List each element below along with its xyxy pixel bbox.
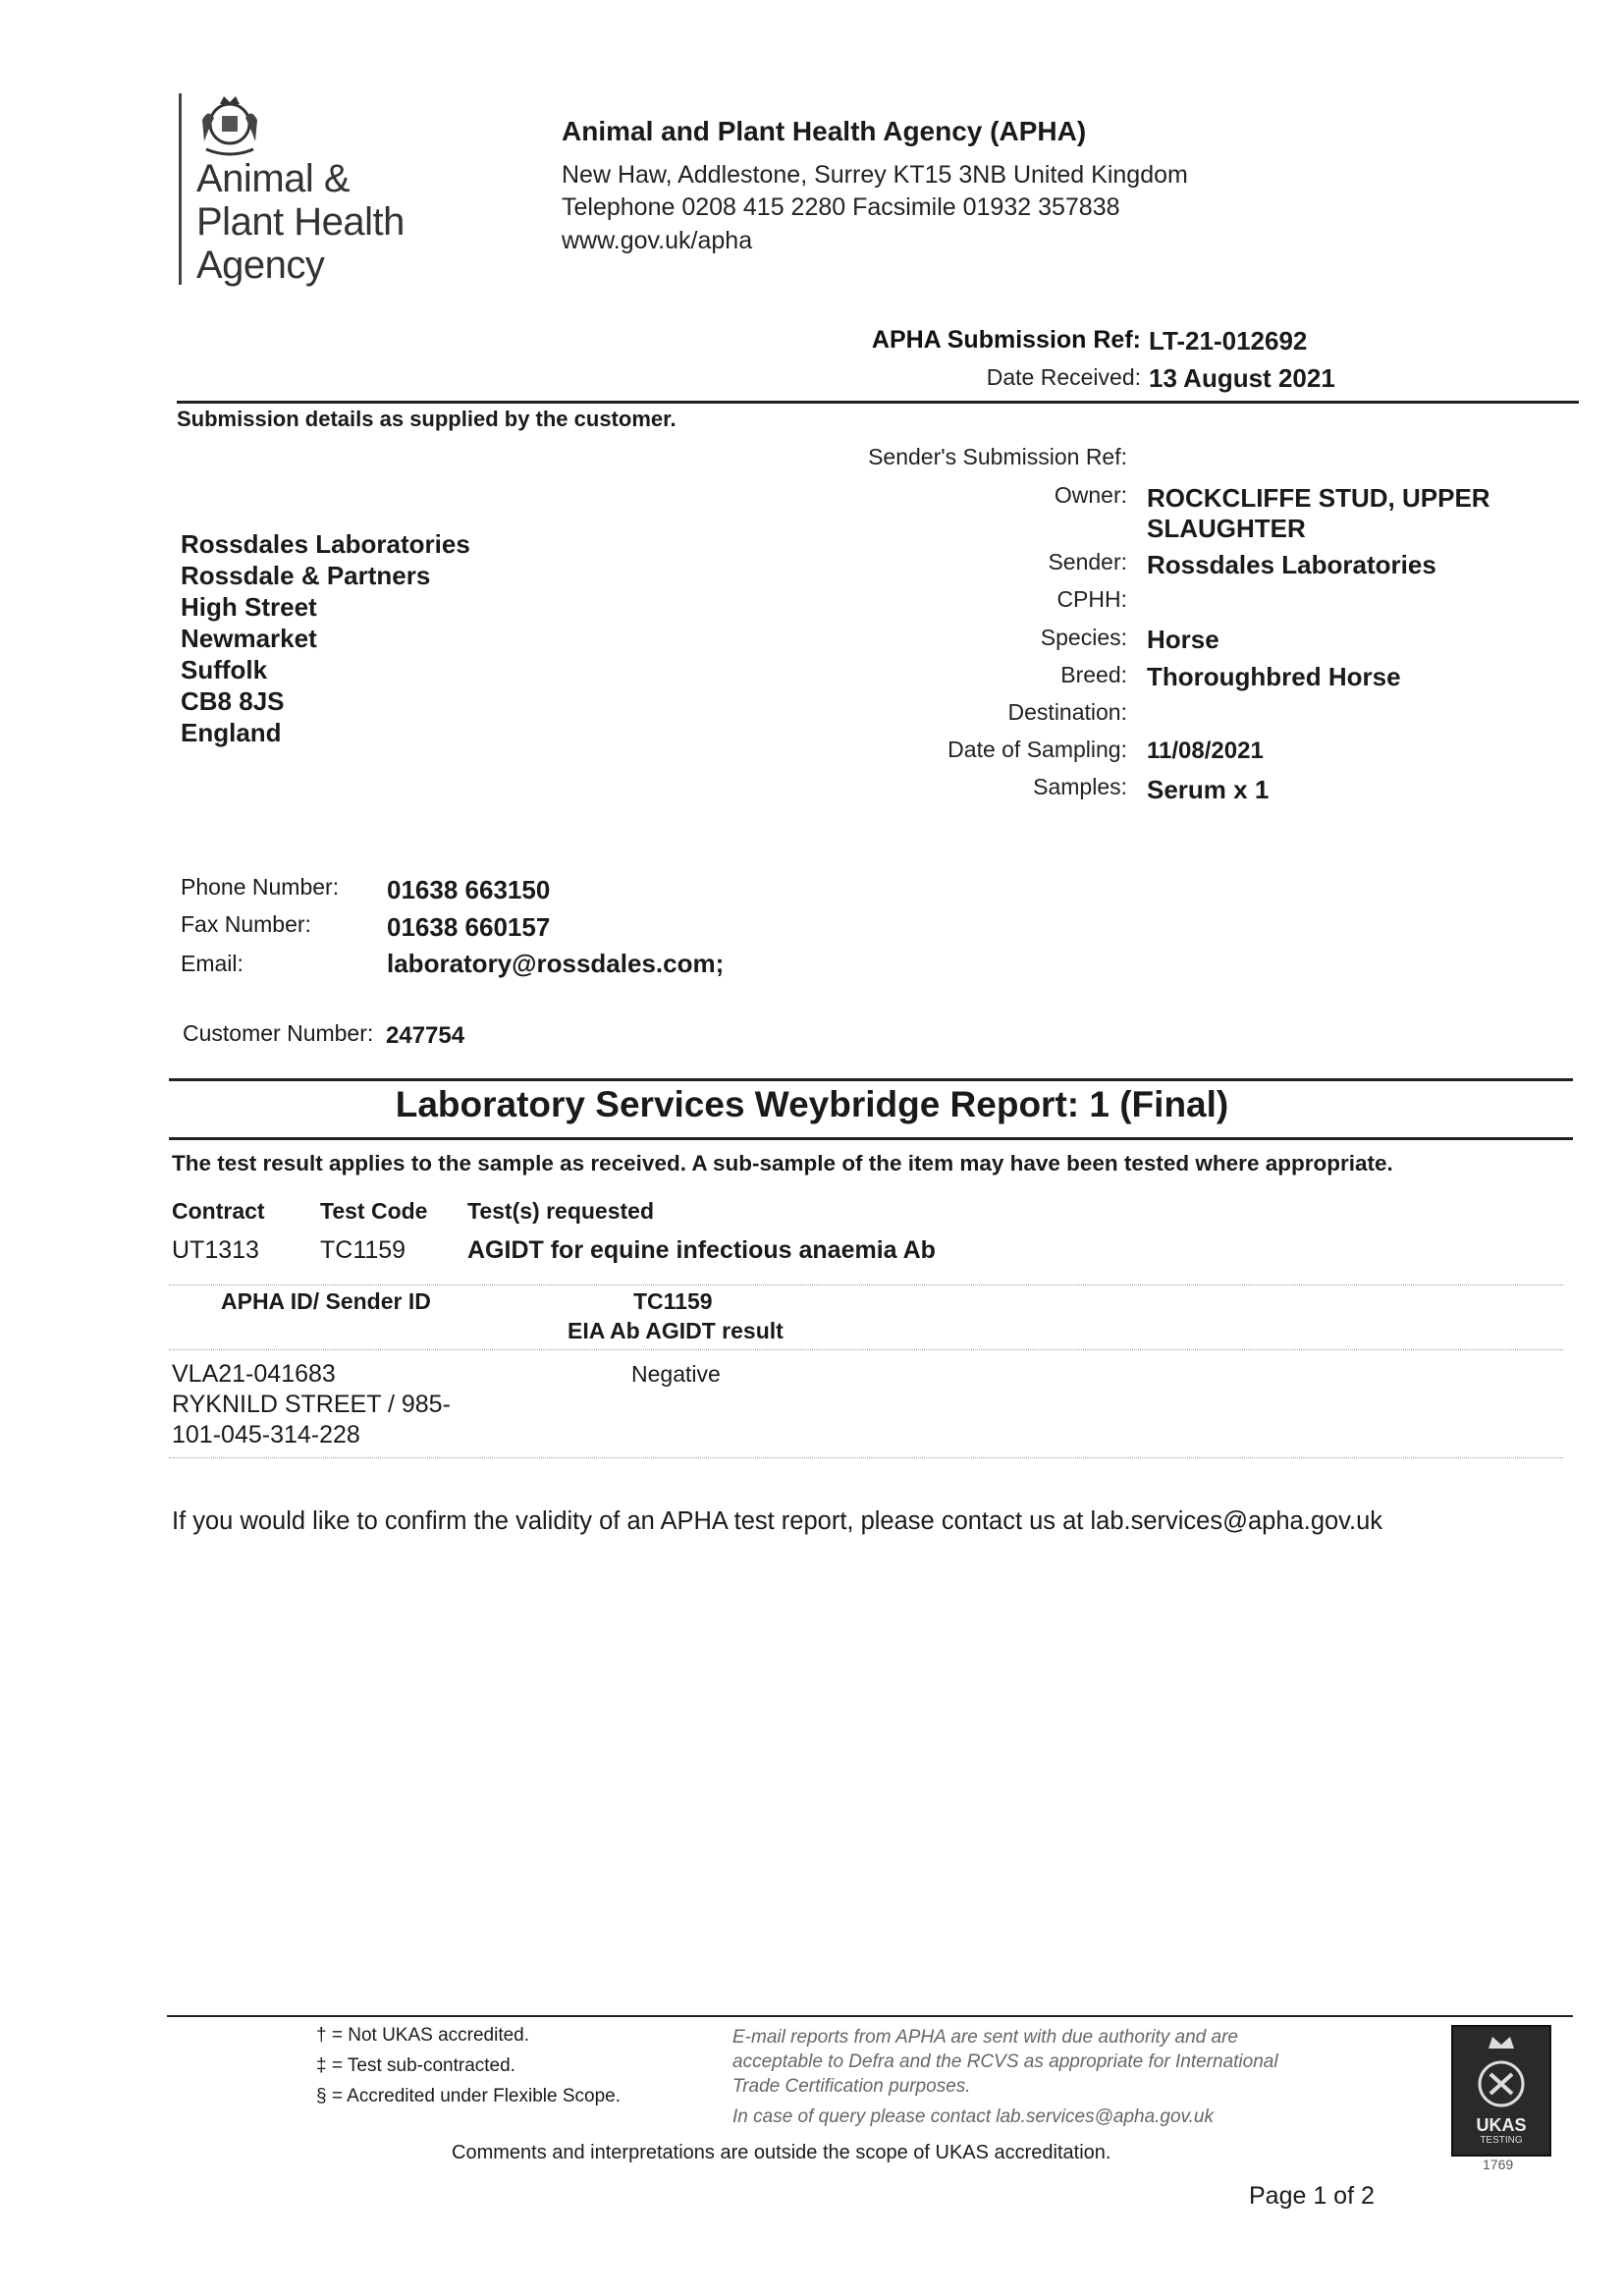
contract-header: Contract <box>172 1198 265 1224</box>
owner-value: ROCKCLIFFE STUD, UPPER <box>1147 483 1490 513</box>
apha-id-line: RYKNILD STREET / 985- <box>172 1391 451 1418</box>
ukas-badge <box>1451 2025 1551 2157</box>
address-line: Rossdale & Partners <box>181 561 431 590</box>
breed-label: Breed: <box>1060 662 1127 687</box>
sampling-date-label: Date of Sampling: <box>947 737 1127 762</box>
apha-id-header: APHA ID/ Sender ID <box>221 1288 431 1314</box>
species-label: Species: <box>1040 625 1127 650</box>
destination-label: Destination: <box>1007 699 1127 725</box>
customer-number-value: 247754 <box>386 1022 465 1049</box>
submission-ref-label: APHA Submission Ref: <box>871 326 1141 354</box>
contract-cell: UT1313 <box>172 1236 259 1264</box>
breed-value: Thoroughbred Horse <box>1147 662 1401 691</box>
address-line: High Street <box>181 592 317 622</box>
test-code-header: Test Code <box>320 1198 428 1224</box>
address-line: Suffolk <box>181 655 268 684</box>
address-line: CB8 8JS <box>181 686 285 716</box>
email-notice-line: acceptable to Defra and the RCVS as appropriate for International <box>732 2051 1278 2072</box>
ukas-number: 1769 <box>1483 2157 1514 2172</box>
sender-label: Sender: <box>1048 549 1127 574</box>
samples-label: Samples: <box>1033 774 1127 799</box>
result-value-cell: Negative <box>631 1361 721 1387</box>
owner-label: Owner: <box>1054 482 1127 508</box>
report-title: Laboratory Services Weybridge Report: 1 (Final) <box>395 1084 1229 1124</box>
ukas-sub: TESTING <box>1480 2135 1523 2146</box>
royal-crest-icon <box>194 90 265 159</box>
email-notice-line: Trade Certification purposes. <box>732 2076 971 2097</box>
cphh-label: CPHH: <box>1056 586 1127 612</box>
report-rule-top <box>169 1078 1573 1081</box>
sender-value: Rossdales Laboratories <box>1147 550 1436 579</box>
species-value: Horse <box>1147 625 1219 654</box>
apha-id-line: VLA21-041683 <box>172 1360 336 1388</box>
email-label: Email: <box>181 951 244 976</box>
fax-value: 01638 660157 <box>387 912 551 942</box>
header-rule <box>177 401 1579 404</box>
validity-note: If you would like to confirm the validity of an APHA test report, please contact us at lab.services@apha.gov.uk <box>172 1507 1383 1535</box>
fax-label: Fax Number: <box>181 911 311 937</box>
agency-name: Animal and Plant Health Agency (APHA) <box>562 116 1087 146</box>
date-received-label: Date Received: <box>986 364 1141 390</box>
address-line: Rossdales Laboratories <box>181 529 470 559</box>
result-name-header: EIA Ab AGIDT result <box>568 1318 784 1343</box>
logo-wordmark <box>196 157 405 287</box>
legend-item: ‡ = Test sub-contracted. <box>316 2055 515 2076</box>
ukas-scope-note: Comments and interpretations are outside the scope of UKAS accreditation. <box>452 2142 1111 2163</box>
logo-line: Plant Health <box>196 200 405 244</box>
footer-legend <box>316 2020 621 2111</box>
page-number: Page 1 of 2 <box>1249 2182 1375 2210</box>
logo-divider <box>179 93 182 285</box>
legend-item: § = Accredited under Flexible Scope. <box>316 2086 621 2106</box>
customer-address <box>181 528 470 748</box>
footer-rule <box>167 2015 1573 2017</box>
logo-line: Animal & <box>196 157 351 200</box>
date-received-value: 13 August 2021 <box>1149 363 1335 393</box>
email-notice-line: E-mail reports from APHA are sent with due authority and are <box>732 2027 1238 2048</box>
phone-label: Phone Number: <box>181 874 340 900</box>
test-requested-cell: AGIDT for equine infectious anaemia Ab <box>467 1236 936 1264</box>
table-divider <box>169 1457 1563 1458</box>
legend-item: † = Not UKAS accredited. <box>316 2025 530 2046</box>
apha-id-cell <box>172 1359 451 1450</box>
agency-address: New Haw, Addlestone, Surrey KT15 3NB United Kingdom <box>562 161 1188 189</box>
sampling-date-value: 11/08/2021 <box>1147 738 1264 764</box>
report-rule-bottom <box>169 1137 1573 1140</box>
agency-website[interactable]: www.gov.uk/apha <box>562 227 753 254</box>
senders-ref-label: Sender's Submission Ref: <box>868 444 1127 469</box>
apha-id-line: 101-045-314-228 <box>172 1421 360 1449</box>
table-divider <box>169 1349 1563 1350</box>
phone-value: 01638 663150 <box>387 875 551 904</box>
agency-telephone: Telephone 0208 415 2280 Facsimile 01932 357838 <box>562 193 1120 221</box>
owner-value-continued: SLAUGHTER <box>1147 514 1306 543</box>
test-code-cell: TC1159 <box>320 1236 406 1264</box>
query-notice: In case of query please contact lab.services@apha.gov.uk <box>732 2106 1214 2127</box>
report-note: The test result applies to the sample as received. A sub-sample of the item may have been tested where appropriate. <box>172 1151 1393 1175</box>
result-code-header: TC1159 <box>633 1288 713 1314</box>
customer-number-label: Customer Number: <box>183 1020 374 1046</box>
tests-requested-header: Test(s) requested <box>467 1198 655 1224</box>
logo-line: Agency <box>196 244 325 287</box>
ukas-crown-icon <box>1453 2029 1549 2119</box>
address-line: England <box>181 718 282 747</box>
details-heading: Submission details as supplied by the customer. <box>177 407 677 431</box>
submission-ref-value: LT-21-012692 <box>1149 326 1308 355</box>
ukas-label: UKAS <box>1476 2115 1527 2135</box>
email-value[interactable]: laboratory@rossdales.com; <box>387 949 725 978</box>
email-notice <box>732 2025 1278 2099</box>
address-line: Newmarket <box>181 624 317 653</box>
samples-value: Serum x 1 <box>1147 775 1270 804</box>
